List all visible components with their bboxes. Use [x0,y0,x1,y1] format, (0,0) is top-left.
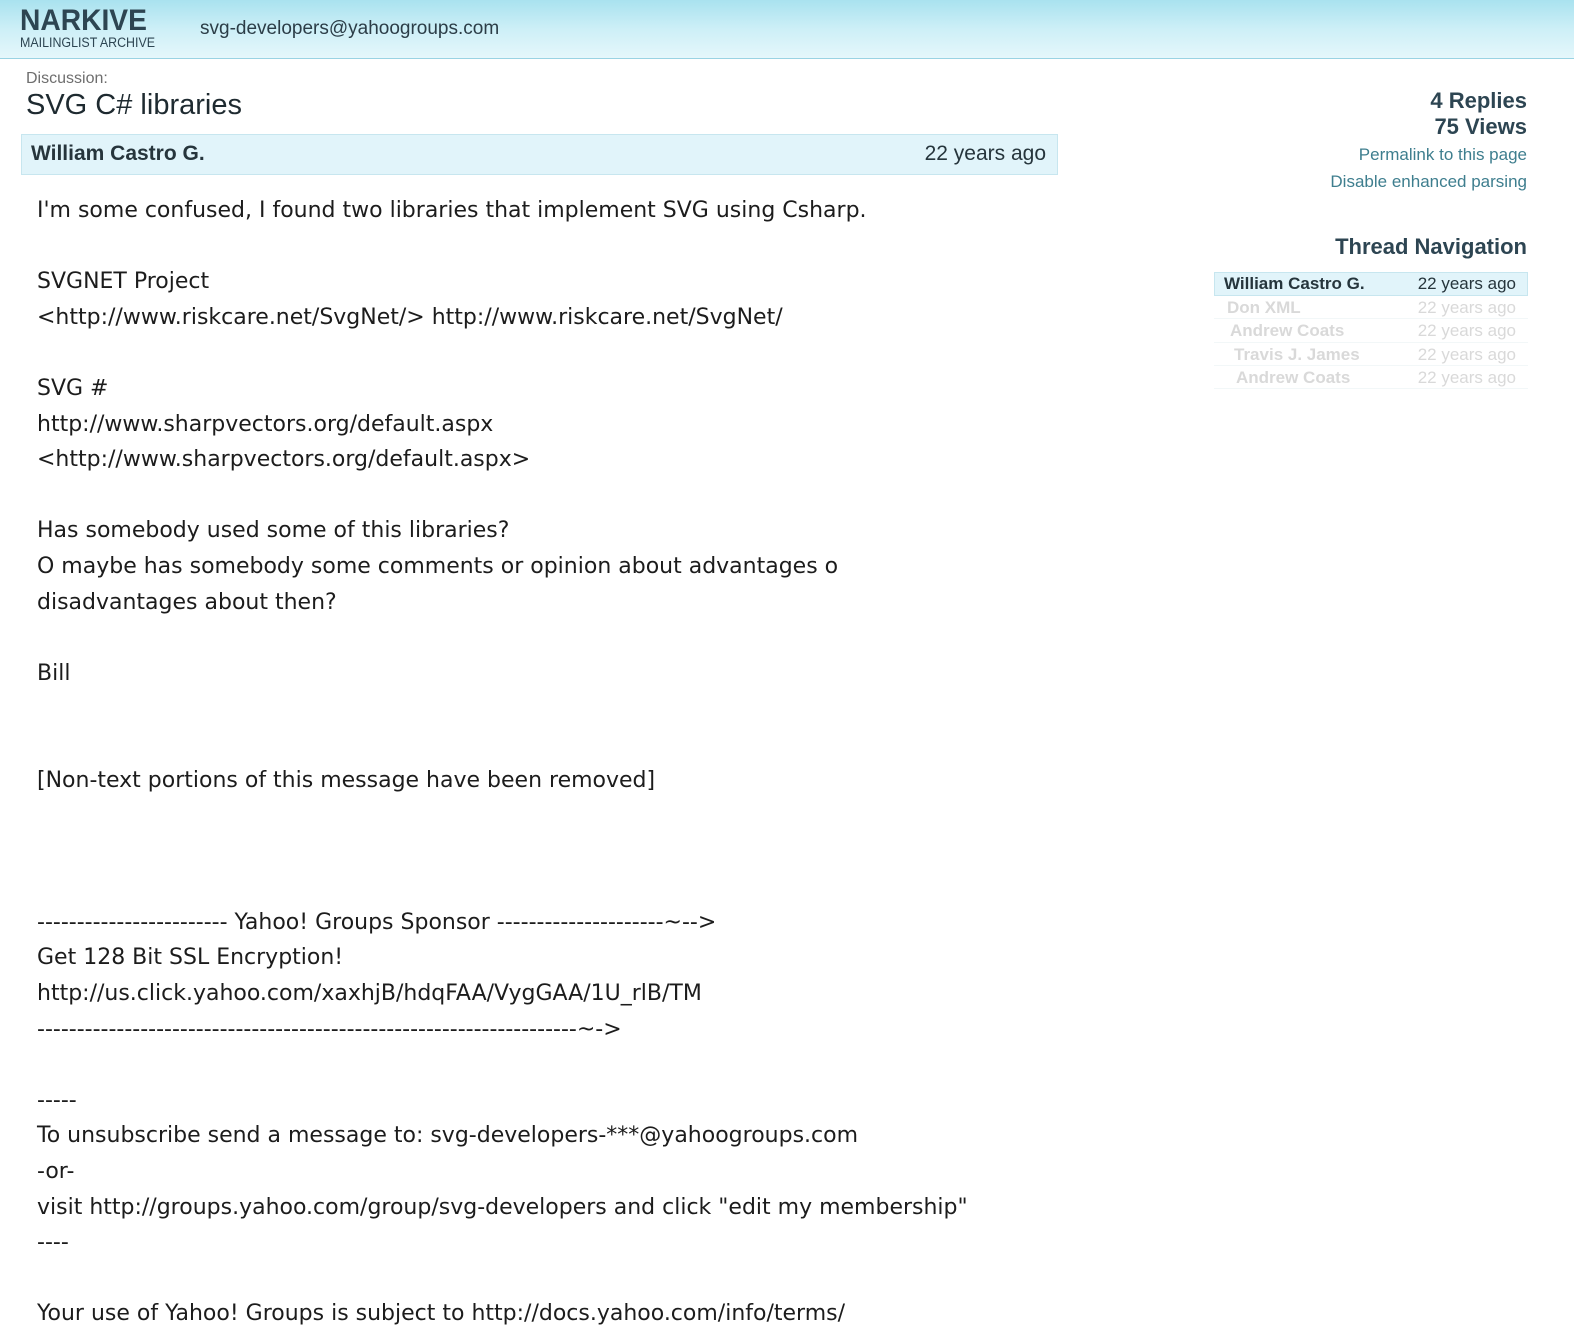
views-count: 75 Views [1434,114,1527,139]
thread-item[interactable] [1214,366,1528,389]
thread-item-author: Andrew Coats [1236,367,1351,387]
thread-item-time: 22 years ago [1417,321,1516,341]
message-body: I'm some confused, I found two libraries that implement SVG using Csharp. SVGNET Project <http://www.riskcare.net/SvgNet/> http://www.riskcare.net/SvgNet/ SVG # http://www.sharpvectors.org/default.aspx <http://www.sharpvectors.org/default.aspx> Has somebody used some of this libraries? O maybe has somebody some comments or opinion about advantages o disadvantages about then? Bill [Non-text portions of this message have been removed] ------------------------ Yahoo! Groups Sponsor ---------------------~--> Get 128 Bit SSL Encryption! http://us.click.yahoo.com/xaxhjB/hdqFAA/VygGAA/1U_rlB/TM --------------------------------------------------------------------~-> ----- To unsubscribe send a message to: svg-developers-***@yahoogroups.com -or- visit http://groups.yahoo.com/group/svg-developers and click "edit my membership" ---- Your use of Yahoo! Groups is subject to http://docs.yahoo.com/info/terms/ [37,198,968,1327]
thread-item[interactable] [1214,296,1528,319]
thread-item-time: 22 years ago [1417,367,1516,387]
thread-item-author: William Castro G. [1224,274,1365,293]
thread-navigation-list [1214,272,1528,389]
thread-item[interactable] [1214,343,1528,366]
thread-item[interactable] [1214,272,1528,296]
replies-count: 4 Replies [1430,88,1527,113]
logo-main-text: NARKIVE [20,4,147,37]
top-bar [0,0,1574,59]
narkive-logo[interactable] [20,6,170,50]
message-timestamp: 22 years ago [924,142,1046,165]
thread-item-author: Andrew Coats [1230,321,1345,341]
logo-sub-text: MAILINGLIST ARCHIVE [20,35,156,50]
disable-parsing-link[interactable]: Disable enhanced parsing [1330,172,1527,191]
message-author: William Castro G. [31,142,205,165]
thread-stats [1430,88,1527,140]
thread-item-author: Travis J. James [1234,344,1360,364]
permalink-link[interactable]: Permalink to this page [1358,145,1527,164]
thread-item-time: 22 years ago [1417,274,1516,293]
message-header [21,134,1058,175]
discussion-label: Discussion: [26,70,108,87]
thread-item-time: 22 years ago [1417,344,1516,364]
thread-item[interactable] [1214,319,1528,342]
thread-navigation-title: Thread Navigation [1335,234,1527,259]
thread-item-time: 22 years ago [1417,298,1516,317]
page-title: SVG C# libraries [26,89,242,121]
thread-item-author: Don XML [1227,298,1301,317]
mailing-list-link[interactable]: svg-developers@yahoogroups.com [200,18,500,39]
